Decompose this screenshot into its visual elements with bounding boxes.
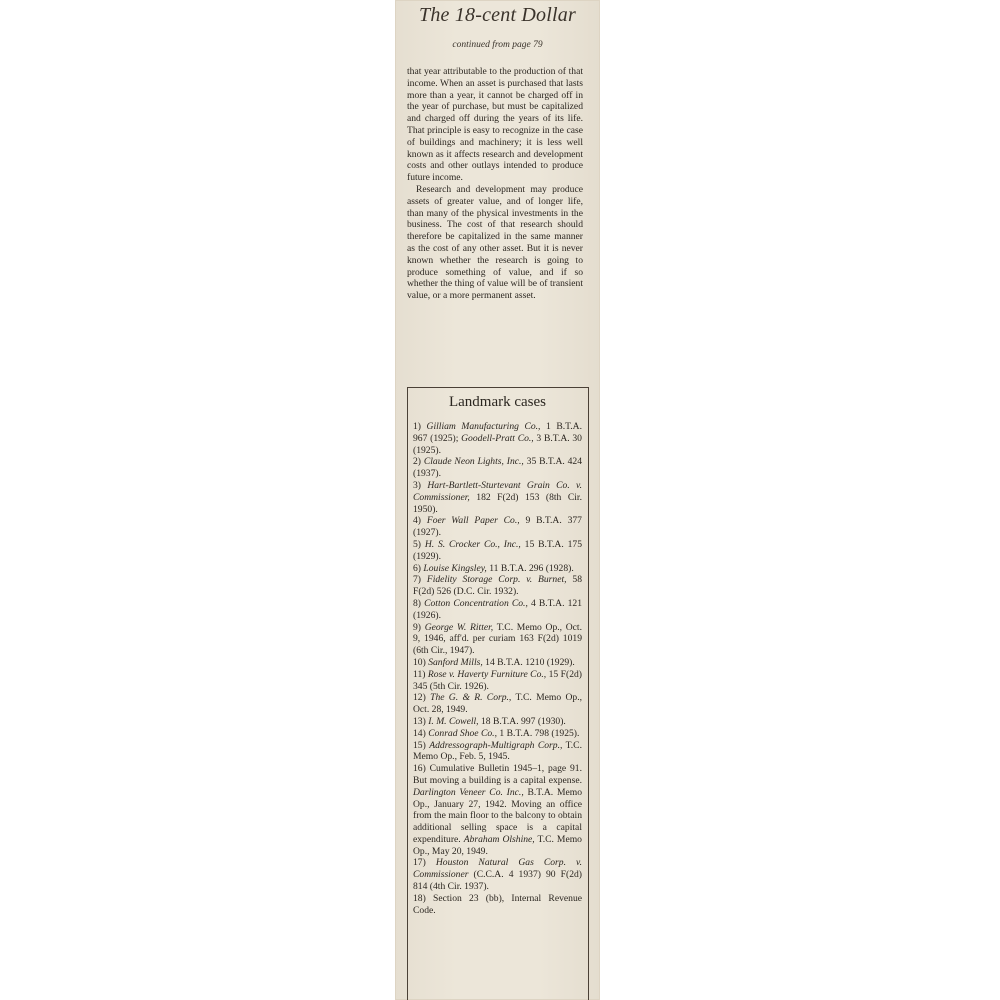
case-citation: 1 B.T.A. 967 (1925);: [413, 421, 582, 444]
case-entry: [413, 480, 582, 515]
case-entry: [413, 456, 582, 480]
case-citation: 15 B.T.A. 175 (1929).: [413, 538, 582, 562]
case-entry: [413, 893, 582, 917]
case-name: Goodell-Pratt Co.,: [461, 432, 534, 444]
case-citation: T.C. Memo Op., May 20, 1949.: [413, 833, 582, 857]
case-citation: 15 F(2d) 345 (5th Cir. 1926).: [413, 668, 582, 692]
case-entry: [413, 692, 582, 716]
case-entry: [413, 515, 582, 539]
case-entry: [413, 716, 582, 728]
case-citation: 3 B.T.A. 30 (1925).: [413, 432, 582, 456]
case-number: 14): [413, 727, 426, 739]
case-name: Houston Natural Gas Corp. v. Commissioner: [413, 857, 582, 881]
case-number: 10): [413, 656, 426, 668]
case-name: Louise Kingsley,: [423, 562, 487, 574]
case-citation: 9 B.T.A. 377 (1927).: [413, 515, 582, 539]
landmark-cases-box: [407, 387, 589, 1000]
case-name: Abraham Olshine,: [463, 833, 535, 845]
case-number: 4): [413, 515, 421, 527]
article-body: [407, 66, 583, 302]
case-citation: T.C. Memo Op., Oct. 28, 1949.: [413, 692, 582, 716]
case-number: 1): [413, 421, 421, 432]
case-citation: 182 F(2d) 153 (8th Cir. 1950).: [413, 491, 582, 515]
case-citation: 35 B.T.A. 424 (1937).: [413, 456, 583, 480]
magazine-clipping: [395, 0, 600, 1000]
case-citation: Section 23 (bb), Internal Revenue Code.: [413, 892, 582, 916]
case-entry: [413, 740, 582, 764]
case-name: Foer Wall Paper Co.,: [426, 515, 520, 527]
article-paragraph: Research and development may produce assets of greater value, and of longer life, than many of the physical investments in the business. The cost of that research should therefore be capitalized in the same manner as the cost of any other asset. But it is never known whether the research is going to produce something of value, and if so whether the thing of value will be of transient value, or a more permanent asset.: [407, 183, 583, 302]
case-entry: [413, 598, 582, 622]
case-citation: (C.C.A. 4 1937) 90 F(2d) 814 (4th Cir. 1937).: [413, 869, 582, 893]
case-number: 12): [413, 692, 426, 704]
case-number: 6): [413, 562, 421, 574]
article-paragraph: that year attributable to the production of that income. When an asset is purchased that lasts more than a year, it cannot be charged off in the year of purchase, but must be capitalized and charged off during the years of its life. That principle is easy to recognize in the case of buildings and machinery; it is less well known as it affects research and development costs and other outlays intended to produce future income.: [407, 66, 583, 184]
case-number: 13): [413, 715, 426, 727]
case-name: George W. Ritter,: [424, 621, 494, 633]
case-name: Rose v. Haverty Furniture Co.,: [427, 668, 547, 680]
case-number: 8): [413, 597, 421, 609]
case-number: 11): [413, 668, 426, 680]
case-number: 9): [413, 621, 421, 633]
case-entry: [413, 657, 582, 669]
case-number: 3): [413, 479, 421, 491]
case-name: Sanford Mills,: [428, 656, 483, 668]
case-number: 16): [413, 763, 426, 775]
case-name: The G. & R. Corp.,: [430, 692, 512, 704]
case-number: 17): [413, 857, 426, 869]
case-name: Fidelity Storage Corp. v. Burnet,: [426, 574, 567, 586]
case-entry: [413, 622, 582, 657]
case-name: Cotton Concentration Co.,: [424, 597, 528, 609]
case-citation: T.C. Memo Op., Feb. 5, 1945.: [413, 739, 582, 763]
case-name: Gilliam Manufacturing Co.,: [426, 421, 541, 432]
case-name: Conrad Shoe Co.,: [428, 727, 497, 739]
case-citation: 14 B.T.A. 1210 (1929).: [482, 656, 575, 668]
case-entry: [413, 539, 582, 563]
case-name: Claude Neon Lights, Inc.,: [423, 456, 524, 468]
case-name: Addressograph-Multigraph Corp.,: [429, 739, 563, 751]
case-name: Hart-Bartlett-Sturtevant Grain Co. v. Commissioner,: [413, 479, 582, 503]
landmark-cases-title: Landmark cases: [448, 394, 547, 410]
case-entry: [413, 728, 582, 740]
case-entry: [413, 669, 582, 693]
case-citation: Cumulative Bulletin 1945–1, page 91. But moving a building is a capital expense.: [413, 763, 582, 786]
case-citation: B.T.A. Memo Op., January 27, 1942. Moving an office from the main floor to the balcony to obtain additional selling space is a capital expenditure.: [413, 786, 582, 845]
case-citation: 4 B.T.A. 121 (1926).: [413, 597, 582, 621]
case-entry: [413, 763, 582, 857]
case-citation: 18 B.T.A. 997 (1930).: [478, 715, 566, 727]
case-name: Darlington Veneer Co. Inc.,: [413, 786, 524, 798]
case-citation: T.C. Memo Op., Oct. 9, 1946, aff'd. per curiam 163 F(2d) 1019 (6th Cir., 1947).: [413, 621, 582, 657]
case-citation: 58 F(2d) 526 (D.C. Cir. 1932).: [413, 574, 582, 598]
case-entry: [413, 421, 582, 456]
case-name: H. S. Crocker Co., Inc.,: [424, 538, 521, 550]
case-list: [413, 421, 582, 916]
case-entry: [413, 574, 582, 598]
article-title: The 18-cent Dollar: [419, 4, 576, 26]
case-number: 15): [413, 739, 426, 751]
case-number: 2): [413, 456, 421, 468]
case-name: I. M. Cowell,: [428, 715, 479, 727]
case-entry: [413, 563, 582, 575]
case-entry: [413, 857, 582, 892]
case-number: 18): [413, 892, 426, 904]
case-number: 5): [413, 538, 421, 550]
continued-note: continued from page 79: [452, 40, 543, 50]
case-number: 7): [413, 574, 421, 586]
case-citation: 11 B.T.A. 296 (1928).: [486, 562, 574, 574]
case-citation: 1 B.T.A. 798 (1925).: [496, 727, 580, 739]
